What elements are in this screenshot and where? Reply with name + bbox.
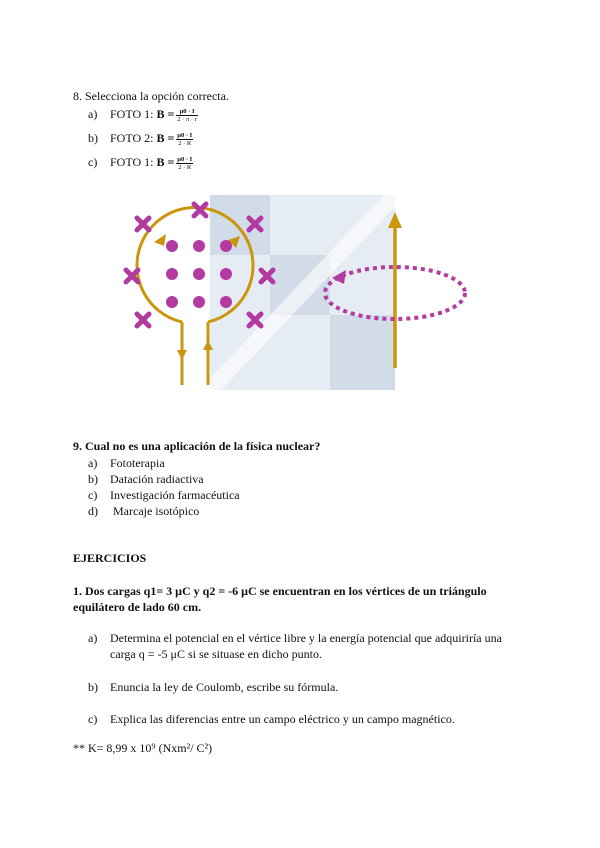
- q9-option-a[interactable]: [88, 456, 165, 471]
- item-text: Explica las diferencias entre un campo eléctrico y un campo magnético.: [110, 712, 455, 726]
- q9-option-c[interactable]: [88, 488, 240, 503]
- exercise-item-a-line-2: carga q = -5 μC si se situase en dicho punto.: [110, 647, 322, 661]
- coulomb-constant: ** K= 8,99 x 10⁹ (Nxm²/ C²): [73, 741, 213, 755]
- field-dots: [166, 240, 232, 308]
- option-letter: b): [88, 131, 98, 145]
- option-text: Investigación farmacéutica: [110, 488, 240, 502]
- arrow-icon: [154, 234, 166, 246]
- exercise-item-a: [88, 631, 502, 646]
- option-label: FOTO 2:: [110, 131, 157, 145]
- arrow-down-icon: [177, 350, 187, 360]
- formula-b: B =: [156, 131, 175, 145]
- cross-icon: [137, 314, 149, 326]
- q8-option-b[interactable]: [88, 131, 193, 147]
- exercises-heading: EJERCICIOS: [73, 551, 147, 565]
- option-label: FOTO 1:: [110, 155, 157, 169]
- formula-fraction: $\frac{\mu 0 \cdot I}{2 \cdot R}$: [177, 131, 193, 147]
- formula-fraction: $\frac{\mu 0 \cdot I}{2 \cdot \pi \cdot r}$: [177, 107, 197, 123]
- q9-option-d[interactable]: [88, 504, 199, 519]
- option-text: Marcaje isotópico: [110, 504, 200, 518]
- question-9-title: 9. Cual no es una aplicación de la física nuclear?: [73, 439, 321, 453]
- option-text: Datación radiactiva: [110, 472, 204, 486]
- option-letter: b): [88, 472, 98, 486]
- exercise-item-c: [88, 712, 455, 727]
- option-letter: c): [88, 155, 98, 169]
- option-letter: d): [88, 504, 98, 518]
- formula-b: B =: [156, 155, 175, 169]
- option-text: Fototerapia: [110, 456, 165, 470]
- option-label: FOTO 1:: [110, 107, 157, 121]
- exercise-item-b: [88, 680, 338, 695]
- item-text: Determina el potencial en el vértice libre y la energía potencial que adquiriría una: [110, 631, 502, 645]
- item-text: Enuncia la ley de Coulomb, escribe su fórmula.: [110, 680, 339, 694]
- item-letter: c): [88, 712, 98, 726]
- problem-1-line-1: 1. Dos cargas q1= 3 μC y q2 = -6 μC se encuentran en los vértices de un triángulo: [73, 584, 487, 598]
- option-letter: a): [88, 456, 98, 470]
- option-letter: c): [88, 488, 98, 502]
- item-letter: a): [88, 631, 98, 645]
- cross-icon: [126, 270, 138, 282]
- q9-option-b[interactable]: [88, 472, 204, 487]
- problem-1-line-2: equilátero de lado 60 cm.: [73, 600, 202, 614]
- item-letter: b): [88, 680, 98, 694]
- q8-option-a[interactable]: [88, 107, 198, 123]
- question-8-title: 8. Selecciona la opción correcta.: [73, 89, 229, 103]
- cross-icon: [194, 204, 206, 216]
- cross-icon: [137, 218, 149, 230]
- q8-option-c[interactable]: [88, 155, 193, 171]
- magnetic-field-figure: [110, 190, 490, 395]
- formula-b: B =: [156, 107, 175, 121]
- option-letter: a): [88, 107, 98, 121]
- formula-fraction: $\frac{\mu 0 \cdot I}{2 \cdot R}$: [177, 155, 193, 171]
